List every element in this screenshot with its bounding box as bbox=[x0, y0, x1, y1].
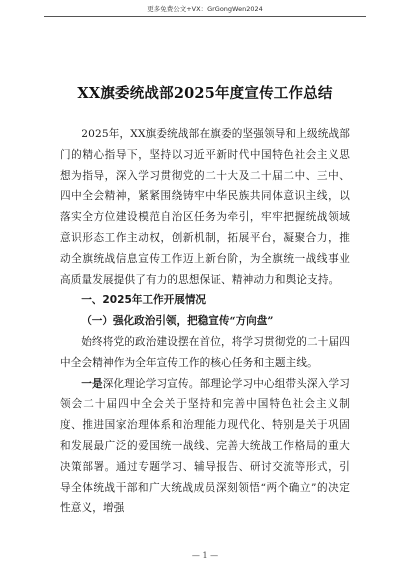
item-lead: 一是 bbox=[81, 377, 103, 390]
page-number: — 1 — bbox=[191, 551, 219, 560]
body-paragraph: 始终将党的政治建设摆在首位，将学习贯彻党的二十届四中全会精神作为全年宣传工作的核心任务和主题主线。 bbox=[60, 335, 350, 369]
section-heading: 一、2025年工作开展情况 bbox=[81, 294, 207, 307]
body-paragraph-item bbox=[60, 374, 350, 520]
document-body bbox=[60, 124, 350, 519]
subsection-heading: （一）强化政治引领，把稳宣传“方向盘” bbox=[81, 315, 274, 328]
intro-paragraph: 2025年，XX旗委统战部在旗委的坚强领导和上级统战部门的精心指导下，坚持以习近平新时代中国特色社会主义思想为指导，深入学习贯彻党的二十大及二十届二中、三中、四中全会精神，紧紧围绕铸牢中华民族共同体意识主线，以落实全方位建设模范自治区任务为牵引，牢牢把握统战领域意识形态工作主动权，创新机制，拓展平台，凝聚合力，推动全旗统战信息宣传工作迈上新台阶，为全旗统一战线事业高质量发展提供了有力的思想保证、精神动力和舆论支持。 bbox=[60, 128, 350, 286]
document-title: XX旗委统战部2025年度宣传工作总结 bbox=[77, 85, 333, 102]
item-text: 深化理论学习宣传。部理论学习中心组带头深入学习领会二十届四中全会关于坚持和完善中国特色社会主义制度、推进国家治理体系和治理能力现代化、特别是关于巩固和发展最广泛的爱国统一战线、完善大统战工作格局的重大决策部署。通过专题学习、辅导报告、研讨交流等形式，引导全体统战干部和广大统战成员深刻领悟“两个确立”的决定性意义，增强 bbox=[60, 377, 350, 515]
header-divider bbox=[44, 16, 366, 17]
header-note: 更多免费公文+VX：GrGongWen2024 bbox=[147, 5, 263, 13]
